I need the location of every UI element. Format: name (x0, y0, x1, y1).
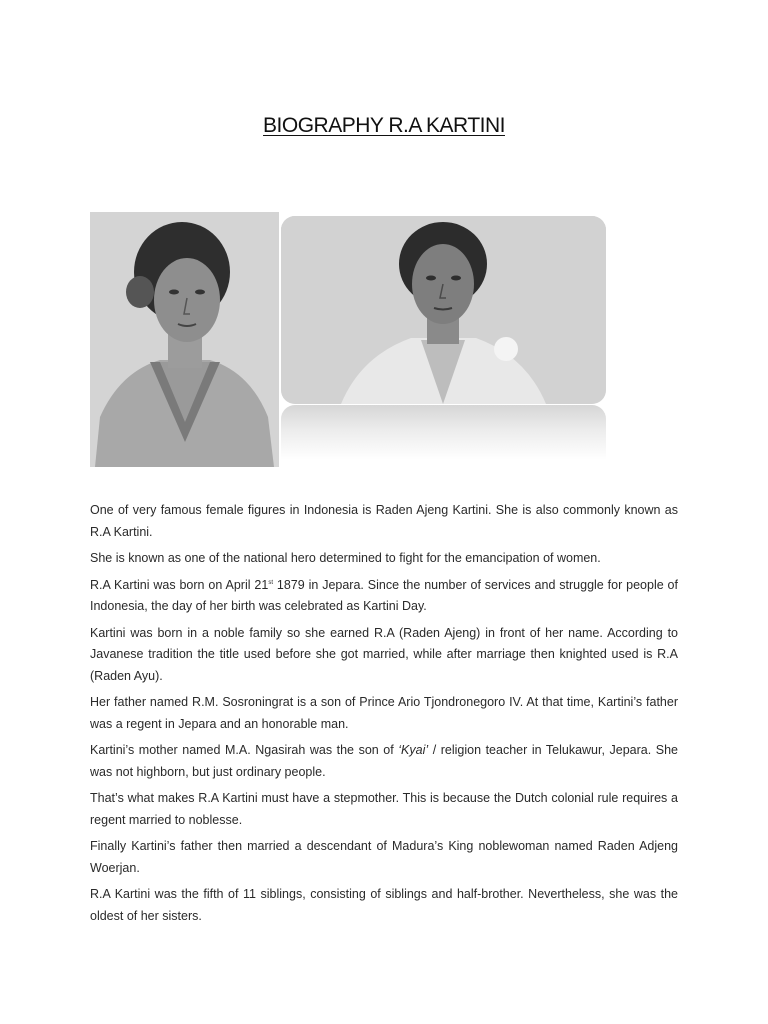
ordinal-suffix: st (268, 579, 273, 586)
kyai-term: ‘Kyai’ (398, 743, 429, 757)
paragraph-1: One of very famous female figures in Indonesia is Raden Ajeng Kartini. She is also commonly known as R.A Kartini. (90, 503, 678, 539)
photo-reflection (281, 405, 606, 460)
paragraph-4: Kartini was born in a noble family so she earned R.A (Raden Ajeng) in front of her name. According to Javanese tradition the title used before she got married, while after marriage then knighted used is R.A (Raden Ayu). (90, 625, 678, 683)
paragraph-6-part-a: Kartini’s mother named M.A. Ngasirah was the son of (90, 743, 399, 757)
portrait-illustration-left (90, 212, 279, 467)
paragraph-6-part-b: / religion teacher in Telukawur, Jepara. She was not highborn, but just ordinary people. (90, 743, 678, 779)
paragraph-7: That’s what makes R.A Kartini must have a stepmother. This is because the Dutch colonial rule requires a regent married to noblesse. (90, 791, 678, 827)
paragraph-5: Her father named R.M. Sosroningrat is a son of Prince Ario Tjondronegoro IV. At that time, Kartini’s father was a regent in Jepara and an honorable man. (90, 695, 678, 731)
portrait-photo-left (90, 212, 279, 467)
biography-text (90, 500, 678, 932)
portrait-illustration-right (281, 216, 606, 404)
paragraph-8: Finally Kartini’s father then married a descendant of Madura’s King noblewoman named Raden Adjeng Woerjan. (90, 839, 678, 875)
paragraph-3-part-a: R.A Kartini was born on April 21 (90, 577, 269, 592)
paragraph-3-part-b: 1879 in Jepara. Since the number of services and struggle for people of Indonesia, the day of her birth was celebrated as Kartini Day. (90, 577, 678, 613)
paragraph-3 (90, 575, 678, 618)
portrait-photo-right (281, 216, 606, 404)
page-title-text: BIOGRAPHY R.A KARTINI (263, 114, 505, 137)
paragraph-6 (90, 740, 678, 783)
paragraph-9: R.A Kartini was the fifth of 11 siblings, consisting of siblings and half-brother. Nevertheless, she was the oldest of her sisters. (90, 887, 678, 923)
page-title (0, 114, 768, 138)
paragraph-2: She is known as one of the national hero determined to fight for the emancipation of women. (90, 551, 601, 565)
